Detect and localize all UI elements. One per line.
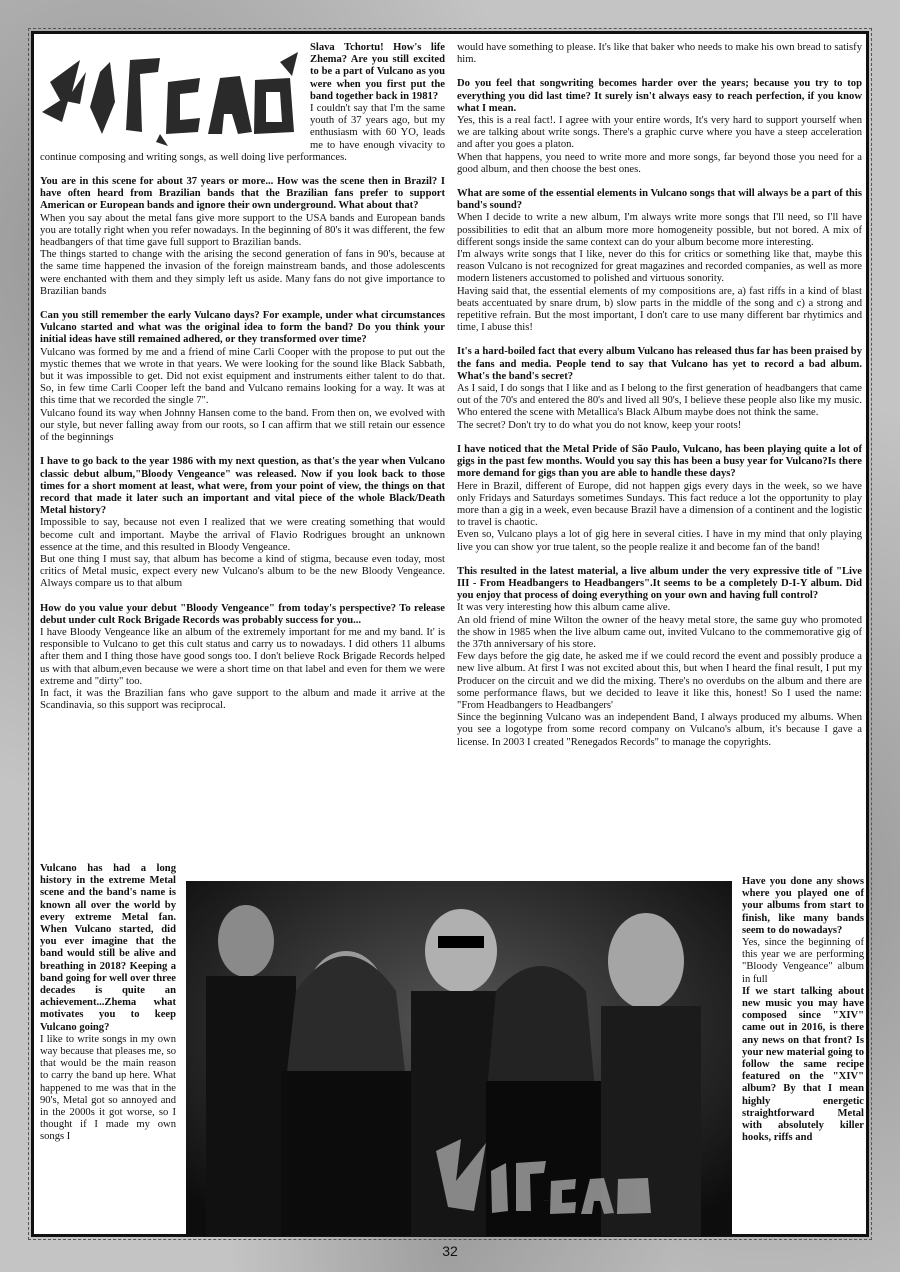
left-column: [40, 42, 445, 712]
side-right-column: [742, 876, 864, 1144]
page-number: 32: [442, 1243, 458, 1259]
interview-answer: Yes, this is a real fact!. I agree with your entire words, It's very hard to support yourself when we are talking about write songs. There's a graphic curve where you have a steep acceleration and after you goes a platon.: [457, 115, 862, 151]
interview-answer: When you say about the metal fans give more support to the USA bands and European bands you are totally right when you refer nowadays. In the beginning of 80's it was different, the few headbangers of that time gave full support to Brazilian bands.: [40, 212, 445, 249]
interview-question: This resulted in the latest material, a live album under the very expressive title of "Live III - From Headbangers to Headbangers".It seems to be a completely D-I-Y album. Did you enjoy that process of doing everything on your own and having full control?: [457, 565, 862, 602]
interview-question: Have you done any shows where you played one of your albums from start to finish, like many bands seem to do nowadays?: [742, 876, 864, 936]
interview-answer: In fact, it was the Brazilian fans who gave support to the album and made it arrive at the Scandinavia, so this support was reciprocal.: [40, 687, 445, 712]
paragraph-gap: [40, 164, 445, 176]
right-column-body: [457, 42, 862, 749]
side-left-column: [40, 863, 176, 1144]
interview-question: You are in this scene for about 37 years or more... How was the scene then in Brazil? I have often heard from Brazilian bands that the Brazilian fans prefer to support American or European bands and ignore their own underground. What about that?: [40, 176, 445, 212]
paragraph-gap: [457, 432, 862, 444]
interview-answer: Having said that, the essential elements of my compositions are, a) fast riffs in a kind of blast beats accentuated by snare drum, b) slow parts in the middle of the song and c) a strong and repetitive refrain. But the most important, I don't care to use many different bar rhytimics and time, I abuse this!: [457, 285, 862, 334]
interview-answer: Vulcano was formed by me and a friend of mine Carli Cooper with the propose to put out the mystic themes that we wrote in that years. We were looking for the sound like Black Sabbath, but it was impossible to get. Did not exist equipment and instruments either talent to do that. So, in few time Carli Cooper left the band and Vulcano remains looking for a way. It was at this time that we recorded the single 7".: [40, 346, 445, 407]
right-column: [457, 42, 862, 749]
interview-answer: I have Bloody Vengeance like an album of the extremely important for me and my band. It' is responsible to Vulcano to get this cult status and carry us to nowadays. I did others 11 albums after them and I thing those have good songs too. I don't believe Rock Brigade Records helped us with that album,even because we were a short time on that label and even for them we were extreme and "dirty" too.: [40, 626, 445, 687]
interview-answer: Few days before the gig date, he asked me if we could record the event and possibly produce a new live album. At first I was not excited about this, but when I heard the final result, I put my Producer on the circuit and we did the mixing. There's no overdubs on the album and there are some performance flaws, but we decided to leave it like this, honest! So I used the name: "From Headbangers to Headbangers': [457, 651, 862, 711]
interview-answer: I couldn't say that I'm the same youth of 37 years ago, but my enthusiasm with 60 YO, leads me to have enough vivacity to continue composing and writing songs, as well doing live performances.: [40, 103, 445, 163]
interview-question: It's a hard-boiled fact that every album Vulcano has released thus far has been praised by the fans and media. People tend to say that Vulcano has yet to record a bad album. What's the band's secret?: [457, 346, 862, 382]
interview-answer: Yes, since the beginning of this year we are performing "Bloody Vengeance" album in full: [742, 937, 864, 985]
interview-answer: Vulcano found its way when Johnny Hansen come to the band. From then on, we evolved with our style, but never falling away from our roots, so I can affirm that we still retain our essence of the beginnings: [40, 407, 445, 444]
interview-answer: I'm always write songs that I like, never do this for critics or something like that, maybe this reason Vulcano is not recognized for great magazines and recorded companies, as well as more modern listeners accustomed to polished and virtuous sonority.: [457, 249, 862, 285]
svg-text:VULCANO: VULCANO: [167, 117, 173, 118]
paragraph-gap: [40, 444, 445, 456]
interview-answer: It was very interesting how this album came alive.: [457, 602, 671, 614]
interview-question: If we start talking about new music you may have composed since "XIV" came out in 2016, is there any news on that front? Is your new material going to follow the same recipe featured on the "XIV" album? By that I mean highly energetic straightforward Metal with absolutely killer hooks, riffs and: [742, 985, 864, 1144]
band-photo: [186, 881, 732, 1236]
interview-question: Can you still remember the early Vulcano days? For example, under what circumstances Vulcano started and what was the original idea to form the band? Do you think your initial ideas have still remained adhered, or they transformed over time?: [40, 310, 445, 346]
paragraph-gap: [457, 334, 862, 346]
interview-answer: would have something to please. It's like that baker who needs to make his own bread to satisfy him.: [457, 42, 862, 66]
interview-answer: When that happens, you need to write more and more songs, far beyond those you need for a good album, and then choose the best ones.: [457, 151, 862, 175]
vulcano-logo-graphic: [40, 42, 300, 147]
interview-answer: Here in Brazil, different of Europe, did not happen gigs every days in the week, so we have only Fridays and Saturdays sometimes Sundays. This fact reduce a lot the opportunity to play more than a gig in a week, even because Brazil have a dimension of a continent and the logistic to travel is chaotic.: [457, 480, 862, 529]
interview-question: Slava Tchortu! How's life Zhema? Are you still excited to be a part of Vulcano as you were when you first put the band together back in 1981?: [310, 42, 445, 102]
interview-answer: Since the beginning Vulcano was an independent Band, I always produced my albums. When you see a logotype from some record company on Vulcano's album, it's because I gave a license. In 2003 I created "Renegados Records" to manage the copyrights.: [457, 712, 862, 748]
paragraph-gap: [40, 298, 445, 310]
band-photo-graphic: [186, 881, 732, 1236]
paragraph-gap: [40, 591, 445, 603]
interview-question: Do you feel that songwriting becomes harder over the years; because you try to top everything you did last time? It surely isn't always easy to reach perfection, if you know what I mean.: [457, 78, 862, 114]
paragraph-gap: [457, 176, 862, 188]
interview-question: I have to go back to the year 1986 with my next question, as that's the year when Vulcano classic debut album,"Bloody Vengeance" was released. Now if you look back to those times for a short moment at least, what were, from your point of view, the things on that record that made it later such an important and vital piece of the whole Black/Death Metal history?: [40, 456, 445, 517]
interview-answer: When I decide to write a new album, I'm always write more songs that I'll need, so I'll have possibilities to edit that an album more more homogeneity possible, but not bored. A mix of different songs inside the same context can do your album become more interesting.: [457, 212, 862, 248]
interview-answer: The things started to change with the arising the second generation of fans in 90's, because at the same time happened the invasion of the foreign mainstream bands, and those adolescents were enchanted with them and they simply left us aside. Many fans do not give importance to Brazilian bands: [40, 249, 445, 297]
interview-question: Vulcano has had a long history in the extreme Metal scene and the band's name is known all over the world by every extreme Metal fan. When Vulcano started, did you ever imagine that the band would still be alive and breathing in 2018? Keeping a band going for well over three decades is quite an achievement...Zhema what motivates you to keep Vulcano going?: [40, 863, 176, 1033]
interview-answer: An old friend of mine Wilton the owner of the heavy metal store, the same guy who promoted the show in 1985 when the live album came out, invited Vulcano to the commemorative gig of the 37th anniversary of his store.: [457, 614, 862, 650]
svg-text:VULCANO: VULCANO: [543, 1201, 549, 1202]
interview-answer: Even so, Vulcano plays a lot of gig here in several cities. I have in my mind that only playing live you can show yor true talent, so the people realize it and become fan of the band!: [457, 529, 862, 553]
interview-answer: But one thing I must say, that album has become a kind of stigma, because even today, most critics of Metal music, expect every new Vulcano's album to be the new Bloody Vengeance. Always compare us to that album: [40, 553, 445, 590]
interview-answer: I like to write songs in my own way because that pleases me, so that would be the main reason to carry the band up here. What happened to me was that in the 90's, Metal got so annoyed and in the 2000s it got worse, so I thought if I made my own songs I: [40, 1033, 176, 1143]
interview-question: I have noticed that the Metal Pride of São Paulo, Vulcano, has been playing quite a lot of gigs in the past few months. Would you say this has been a busy year for Vulcano?Is there more demand for gigs than you are able to handle these days?: [457, 443, 862, 480]
paragraph-gap: [457, 554, 862, 566]
interview-question: What are some of the essential elements in Vulcano songs that will always be a part of this band's sound?: [457, 188, 862, 212]
paragraph-gap: [457, 66, 862, 78]
interview-answer: The secret? Don't try to do what you do not know, keep your roots!: [457, 419, 742, 431]
vulcano-logo: [40, 42, 300, 147]
article-frame: [31, 31, 869, 1237]
interview-answer: Impossible to say, because not even I realized that we were creating something that would become cult and important. Maybe the arrival of Flavio Rodrigues brought an unknown essence at the time, and this resulted in Bloody Vengeance.: [40, 517, 445, 553]
interview-question: How do you value your debut "Bloody Vengeance" from today's perspective? To release debut under cult Rock Brigade Records was probably success for you...: [40, 602, 445, 626]
interview-answer: As I said, I do songs that I like and as I belong to the first generation of headbangers that came out of the 70's and entered the 80's and lived all 90's, I believe these people also like my music. Who entered the scene with Metallica's Black Album maybe does not think the same.: [457, 383, 862, 419]
